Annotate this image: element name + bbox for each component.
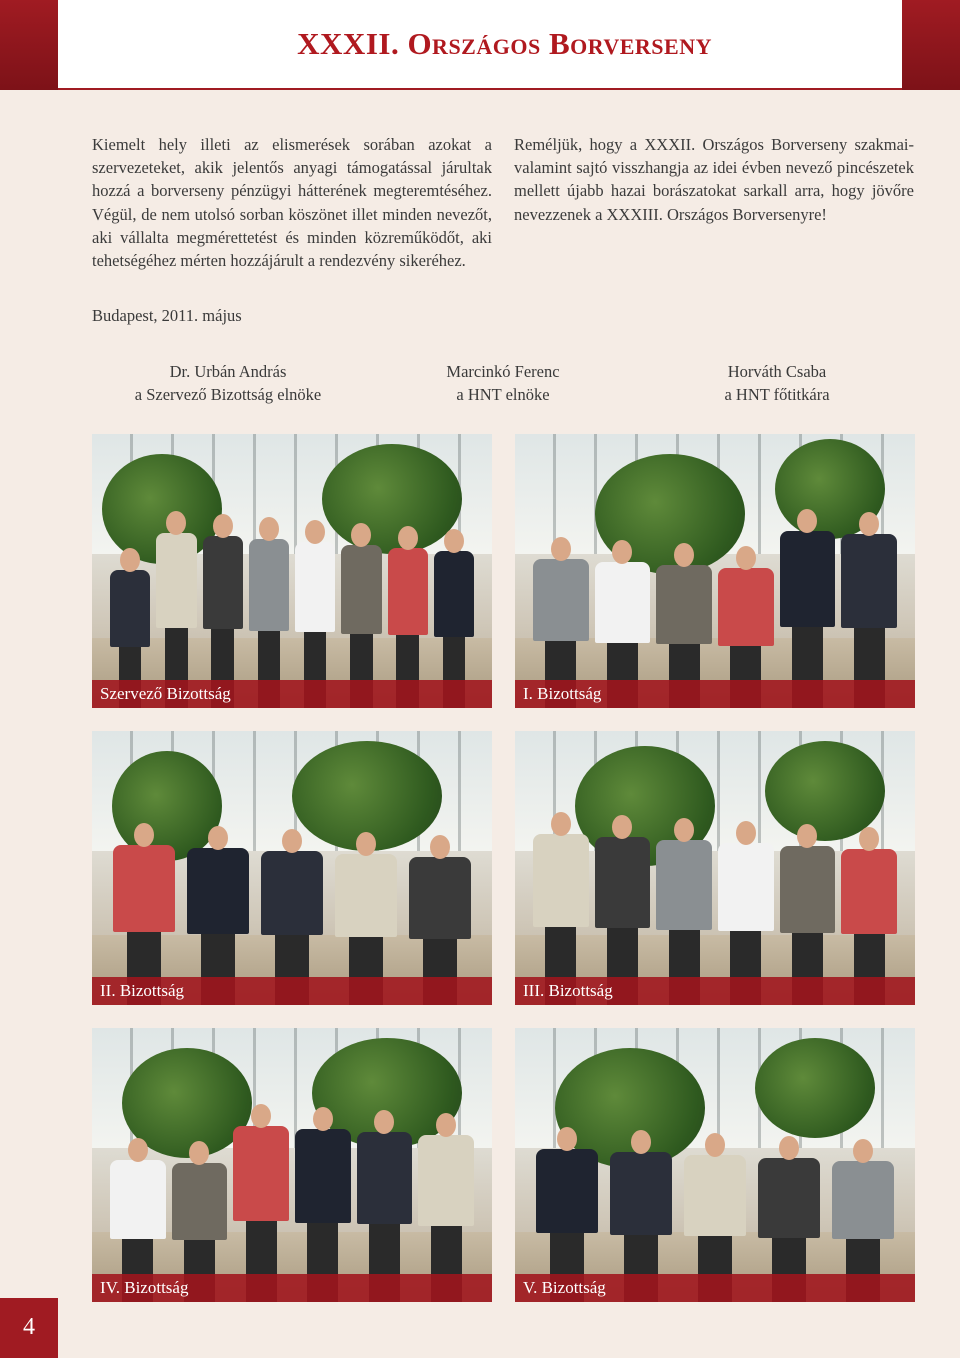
header-left-bar: [0, 0, 58, 90]
person-figure: [156, 511, 196, 708]
right-paragraph: Reméljük, hogy a XXXII. Országos Borverseny szakmai- valamint sajtó visszhangja az idei évben nevező pincészetek mellett újabb hazai borászatokat sarkall arra, hogy jövőre nevezzenek a XXXIII. Országos Borversenyre!: [514, 135, 914, 224]
signature-role: a HNT főtitkára: [724, 385, 830, 404]
signature-role: a Szervező Bizottság elnöke: [134, 385, 322, 404]
place-date: Budapest, 2011. május: [92, 306, 242, 325]
page-number: 4: [23, 1314, 35, 1340]
photo-caption: I. Bizottság: [515, 680, 915, 708]
person-figure: [233, 1104, 289, 1302]
group-photo: [92, 1028, 492, 1302]
person-figure: [841, 512, 897, 708]
signature-name: Marcinkó Ferenc: [446, 362, 560, 381]
page-title: XXXII. Országos Borverseny: [297, 26, 712, 61]
group-photo: [515, 434, 915, 708]
group-photo: [92, 731, 492, 1005]
left-paragraph: Kiemelt hely illeti az elismerések sorában azokat a szervezeteket, akik jelentős anyagi támogatással járultak hozzá a borverseny pénzügyi hátterének megteremtéséhez. Végül, de nem utolsó sorban köszönet illet minden nevezőt, aki vállalta megmérettetést és minden közreműködőt, aki tehetségéhez mérten hozzájárult a rendezvény sikeréhez.: [92, 135, 492, 271]
photo-caption: V. Bizottság: [515, 1274, 915, 1302]
signature-2: [383, 360, 623, 406]
photo-caption: II. Bizottság: [92, 977, 492, 1005]
group-photo: [515, 731, 915, 1005]
person-figure: [203, 514, 243, 708]
signature-3: [657, 360, 897, 406]
signature-1: [108, 360, 348, 406]
photo-caption: IV. Bizottság: [92, 1274, 492, 1302]
person-figure: [295, 1107, 351, 1302]
header-right-bar: [902, 0, 960, 90]
photo-caption: Szervező Bizottság: [92, 680, 492, 708]
signature-name: Horváth Csaba: [727, 362, 827, 381]
page-header: [58, 0, 902, 90]
signature-role: a HNT elnöke: [456, 385, 550, 404]
signature-name: Dr. Urbán András: [169, 362, 287, 381]
group-photo: [92, 434, 492, 708]
photo-caption: III. Bizottság: [515, 977, 915, 1005]
person-figure: [780, 509, 836, 708]
group-photo: [515, 1028, 915, 1302]
